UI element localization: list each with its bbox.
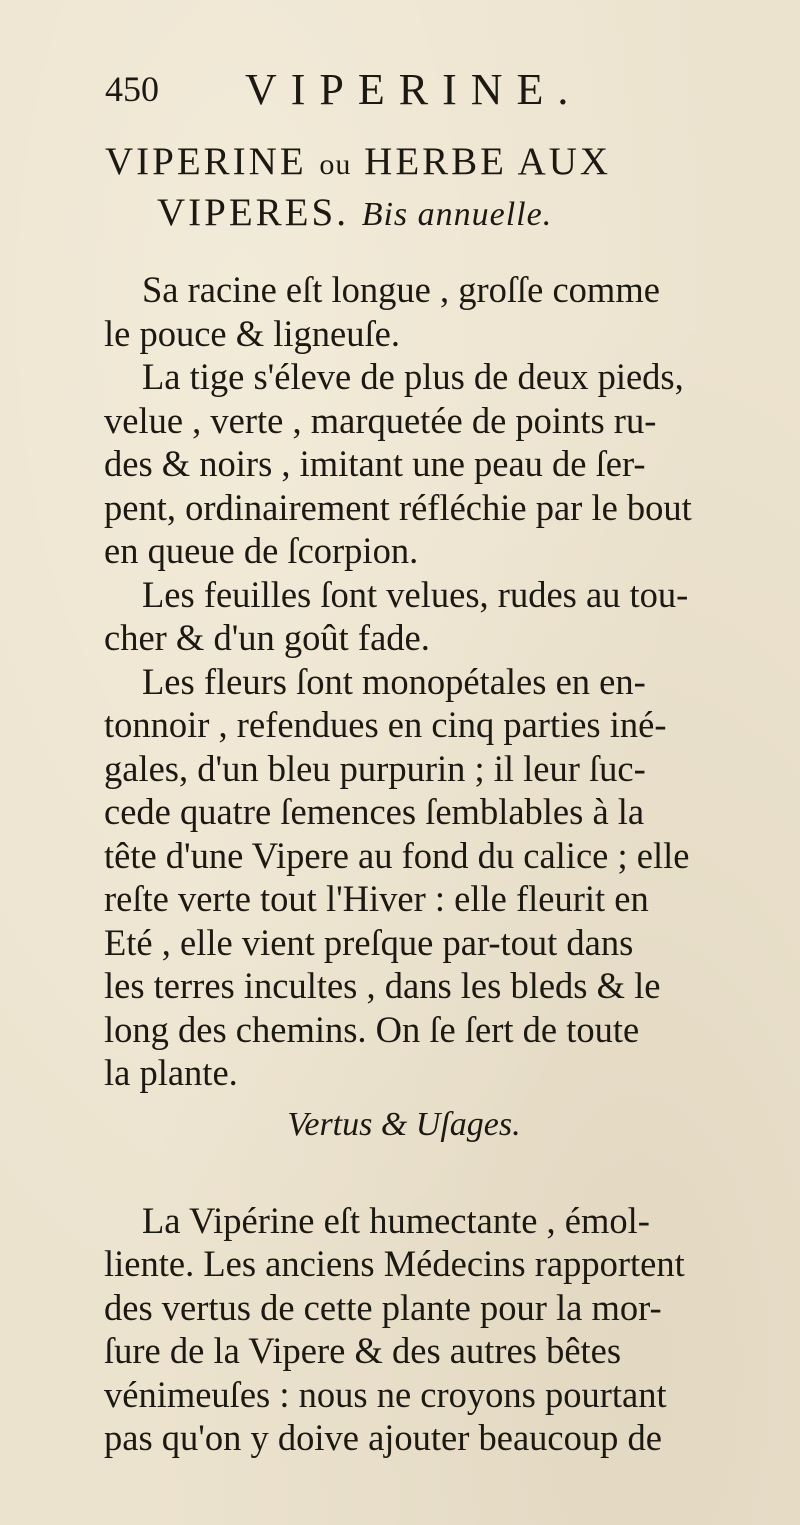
section-subheading: Vertus & Uſages. (287, 1105, 521, 1143)
text-line: gales, d'un bleu purpurin ; il leur ſuc- (104, 747, 646, 789)
text-line: Les fleurs ſont monopétales en en- (142, 660, 646, 702)
paragraph-stem (104, 355, 794, 573)
entry-title-alt-name-end: VIPERES. (157, 191, 362, 234)
text-line: pent, ordinairement réfléchie par le bout (104, 486, 692, 528)
text-line: velue , verte , marquetée de points ru- (104, 399, 657, 441)
text-line: la plante. (104, 1052, 238, 1093)
entry-title (105, 138, 795, 239)
running-title: VIPERINE. (245, 65, 583, 114)
text-line: reſte verte tout l'Hiver : elle fleurit en (104, 878, 649, 919)
text-line: des vertus de cette plante pour la mor- (104, 1286, 662, 1328)
text-line: Sa racine eſt longue , groſſe comme (142, 269, 660, 310)
entry-title-alt-name: HERBE AUX (351, 140, 612, 183)
text-line: des & noirs , imitant une peau de ſer- (104, 443, 646, 484)
entry-title-conjunction: ou (319, 148, 352, 181)
entry-title-lifecycle: Bis annuelle. (361, 196, 553, 233)
entry-title-main: VIPERINE (105, 140, 320, 183)
page-header (105, 58, 745, 128)
paragraph-virtues (104, 1199, 794, 1460)
entry-title-line-2 (157, 189, 795, 239)
paragraph-flowers (104, 660, 794, 1095)
text-line: La Vipérine eſt humectante , émol- (142, 1199, 650, 1241)
text-line: en queue de ſcorpion. (104, 530, 419, 571)
text-line: le pouce & ligneuſe. (104, 312, 400, 354)
entry-title-line-1 (105, 138, 795, 189)
text-line: tonnoir , refendues en cinq parties iné- (104, 704, 667, 745)
paragraph-leaves (104, 573, 794, 660)
text-line: ſure de la Vipere & des autres bêtes (104, 1330, 622, 1371)
text-line: tête d'une Vipere au fond du calice ; elle (104, 834, 690, 876)
text-line: liente. Les anciens Médecins rapportent (104, 1243, 685, 1284)
text-line: Les feuilles ſont velues, rudes au tou- (142, 573, 689, 615)
text-line: les terres incultes , dans les bleds & le (104, 965, 661, 1006)
page-number: 450 (105, 69, 159, 109)
text-line: Eté , elle vient preſque par-tout dans (104, 921, 634, 963)
text-line: cher & d'un goût fade. (104, 617, 430, 658)
text-line: pas qu'on y doive ajouter beaucoup de (104, 1417, 662, 1458)
text-line: La tige s'éleve de plus de deux pieds, (142, 356, 684, 397)
text-line: long des chemins. On ſe ſert de toute (104, 1008, 640, 1050)
section-spacer (104, 1159, 794, 1199)
text-line: vénimeuſes : nous ne croyons pourtant (104, 1373, 667, 1415)
entry-body (104, 268, 794, 1460)
text-line: cede quatre ſemences ſemblables à la (104, 791, 645, 832)
paragraph-root (104, 268, 794, 355)
